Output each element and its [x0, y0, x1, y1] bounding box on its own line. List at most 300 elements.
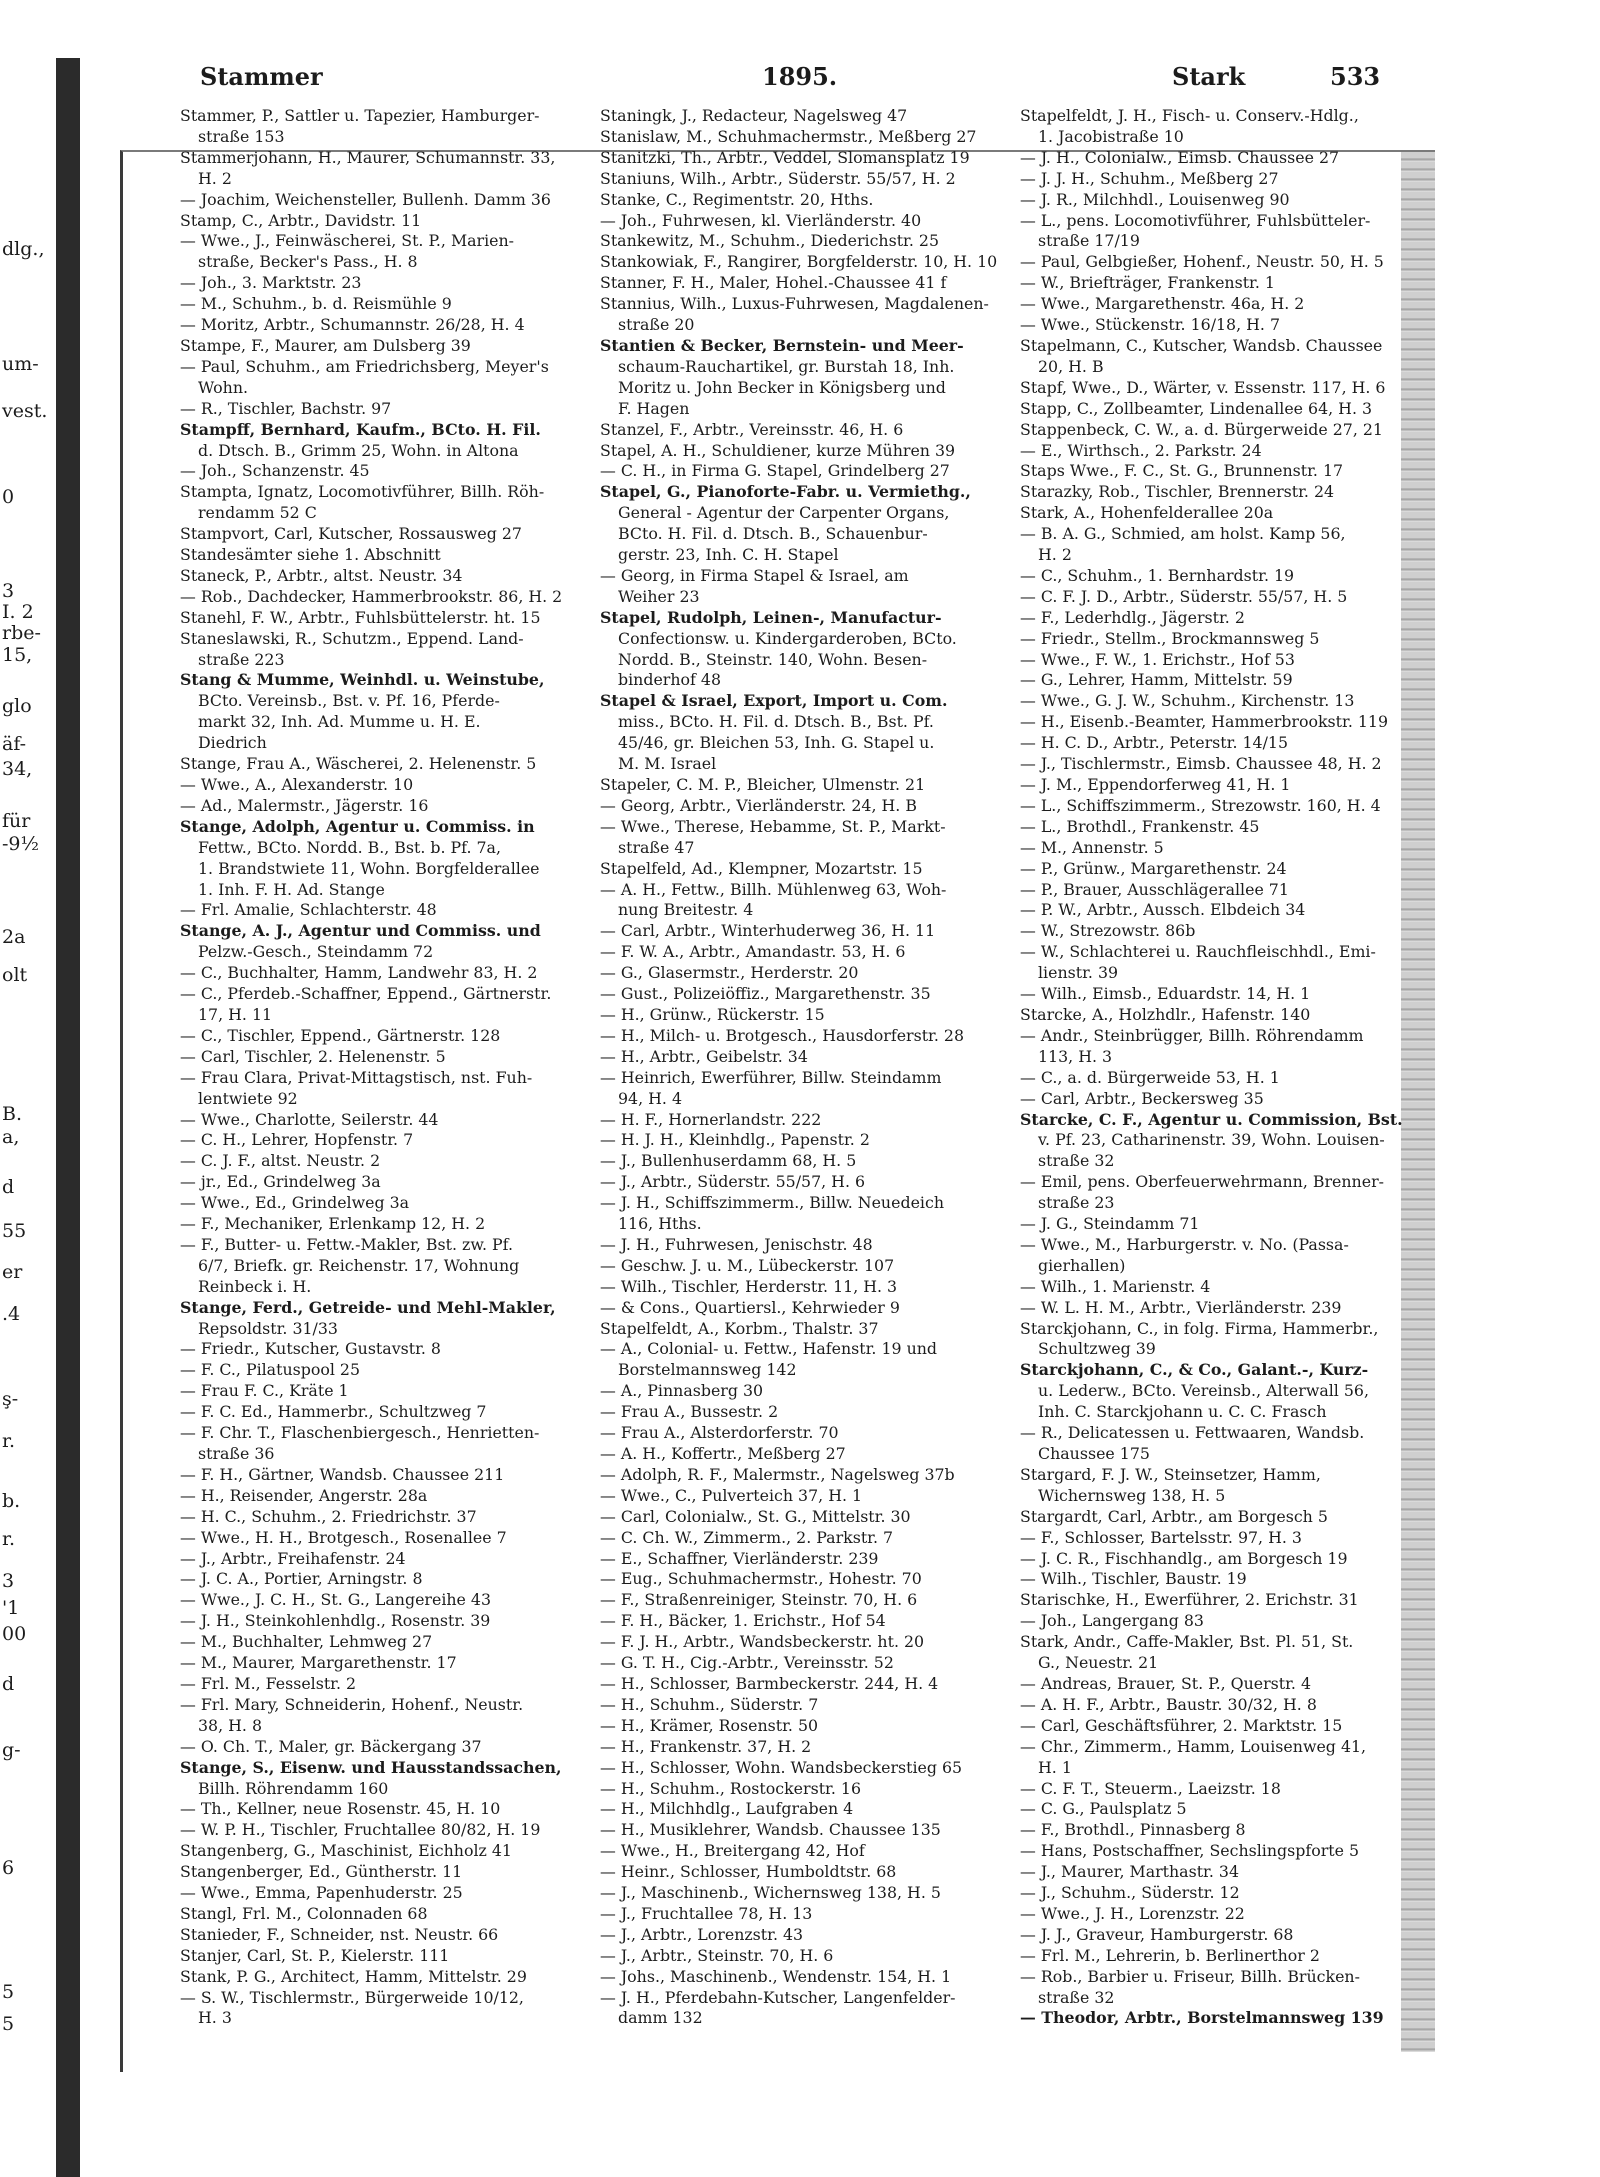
directory-entry: — Chr., Zimmerm., Hamm, Louisenweg 41,	[1020, 1736, 1367, 1756]
prev-page-fragment: B.	[2, 1103, 23, 1125]
directory-entry: — F., Butter- u. Fettw.-Makler, Bst. zw. Pf.	[180, 1234, 513, 1254]
directory-entry: — Emil, pens. Oberfeuerwehrmann, Brenner-	[1020, 1172, 1384, 1192]
directory-entry: Stampff, Bernhard, Kaufm., BCto. H. Fil.	[180, 419, 541, 439]
directory-entry: — Frau A., Bussestr. 2	[600, 1402, 779, 1422]
directory-entry: — Frau F. C., Kräte 1	[180, 1381, 349, 1401]
directory-entry: — H. J. H., Kleinhdlg., Papenstr. 2	[600, 1130, 870, 1150]
directory-entry: — C. H., Lehrer, Hopfenstr. 7	[180, 1130, 414, 1150]
directory-entry: — J., Fruchtallee 78, H. 13	[600, 1903, 813, 1923]
directory-entry: Starazky, Rob., Tischler, Brennerstr. 24	[1020, 482, 1335, 502]
prev-page-fragment: um-	[2, 353, 39, 375]
directory-entry: lienstr. 39	[1038, 963, 1119, 983]
directory-entry: — E., Schaffner, Vierländerstr. 239	[600, 1548, 879, 1568]
directory-entry: — J., Tischlermstr., Eimsb. Chaussee 48, H. 2	[1020, 754, 1382, 774]
directory-entry: — Moritz, Arbtr., Schumannstr. 26/28, H. 4	[180, 315, 525, 335]
directory-entry: H. 3	[198, 2008, 232, 2028]
directory-entry: 45/46, gr. Bleichen 53, Inh. G. Stapel u.	[618, 733, 935, 753]
directory-entry: — G., Lehrer, Hamm, Mittelstr. 59	[1020, 670, 1293, 690]
directory-entry: — Gust., Polizeiöffiz., Margarethenstr. 35	[600, 984, 931, 1004]
directory-entry: 6/7, Briefk. gr. Reichenstr. 17, Wohnung	[198, 1255, 520, 1275]
directory-entry: — F. Chr. T., Flaschenbiergesch., Henrietten-	[180, 1423, 540, 1443]
directory-entry: — F. H., Gärtner, Wandsb. Chaussee 211	[180, 1464, 505, 1484]
prev-page-fragment: glo	[2, 695, 32, 717]
directory-entry: — Carl, Arbtr., Winterhuderweg 36, H. 11	[600, 921, 936, 941]
directory-entry: — J. H., Pferdebahn-Kutscher, Langenfelder-	[600, 1987, 956, 2007]
directory-entry: Confectionsw. u. Kindergarderoben, BCto.	[618, 628, 957, 648]
directory-entry: Stammerjohann, H., Maurer, Schumannstr. 33,	[180, 147, 556, 167]
directory-entry: Staniuns, Wilh., Arbtr., Süderstr. 55/57, H. 2	[600, 168, 956, 188]
directory-entry: — W., Briefträger, Frankenstr. 1	[1020, 273, 1275, 293]
directory-entry: — J. H., Schiffszimmerm., Billw. Neuedeich	[600, 1193, 944, 1213]
directory-entry: — O. Ch. T., Maler, gr. Bäckergang 37	[180, 1736, 482, 1756]
prev-page-fragment: b.	[2, 1490, 21, 1512]
directory-entry: — Rob., Dachdecker, Hammerbrookstr. 86, H. 2	[180, 586, 563, 606]
directory-entry: Stapel, G., Pianoforte-Fabr. u. Vermiethg.,	[600, 482, 971, 502]
directory-entry: — C., Tischler, Eppend., Gärtnerstr. 128	[180, 1025, 501, 1045]
directory-entry: — H., Schlosser, Wohn. Wandsbeckerstieg 65	[600, 1757, 963, 1777]
directory-entry: — Carl, Colonialw., St. G., Mittelstr. 30	[600, 1506, 911, 1526]
directory-entry: 116, Hths.	[618, 1214, 702, 1234]
directory-entry: — L., Schiffszimmerm., Strezowstr. 160, H. 4	[1020, 795, 1381, 815]
directory-entry: — J. H., Colonialw., Eimsb. Chaussee 27	[1020, 147, 1340, 167]
directory-entry: — C. F. J. D., Arbtr., Süderstr. 55/57, H. 5	[1020, 586, 1348, 606]
directory-entry: — Friedr., Kutscher, Gustavstr. 8	[180, 1339, 441, 1359]
prev-page-fragment: d	[2, 1176, 15, 1198]
directory-entry: — Wwe., J., Feinwäscherei, St. P., Marien-	[180, 231, 515, 251]
directory-entry: — J., Maurer, Marthastr. 34	[1020, 1862, 1240, 1882]
prev-page-fragment: vest.	[2, 400, 48, 422]
directory-entry: Stangenberg, G., Maschinist, Eichholz 41	[180, 1841, 512, 1861]
directory-entry: — C. G., Paulsplatz 5	[1020, 1799, 1187, 1819]
book-gutter	[56, 58, 80, 2177]
directory-entry: Billh. Röhrendamm 160	[198, 1778, 389, 1798]
directory-entry: — Hans, Postschaffner, Sechslingspforte 5	[1020, 1841, 1360, 1861]
directory-entry: Wohn.	[198, 377, 249, 397]
directory-entry: Stange, Ferd., Getreide- und Mehl-Makler,	[180, 1297, 556, 1317]
directory-entry: Stantien & Becker, Bernstein- und Meer-	[600, 335, 964, 355]
directory-entry: — H., Milchhdlg., Laufgraben 4	[600, 1799, 854, 1819]
directory-entry: — H., Grünw., Rückerstr. 15	[600, 1004, 825, 1024]
directory-entry: — Wwe., Charlotte, Seilerstr. 44	[180, 1109, 439, 1129]
directory-entry: Starcke, A., Holzhdlr., Hafenstr. 140	[1020, 1004, 1311, 1024]
directory-entry: — Joh., 3. Marktstr. 23	[180, 273, 362, 293]
directory-entry: — C. Ch. W., Zimmerm., 2. Parkstr. 7	[600, 1527, 894, 1547]
directory-entry: — Wwe., J. C. H., St. G., Langereihe 43	[180, 1590, 492, 1610]
directory-entry: — C. H., in Firma G. Stapel, Grindelberg 27	[600, 461, 950, 481]
directory-entry: Stapeler, C. M. P., Bleicher, Ulmenstr. 21	[600, 775, 926, 794]
directory-entry: — F., Straßenreiniger, Steinstr. 70, H. 6	[600, 1590, 918, 1610]
directory-entry: Stark, Andr., Caffe-Makler, Bst. Pl. 51, St.	[1020, 1632, 1354, 1652]
directory-entry: — J. C. R., Fischhandlg., am Borgesch 19	[1020, 1548, 1348, 1568]
directory-entry: straße 32	[1038, 1151, 1115, 1171]
directory-entry: 17, H. 11	[198, 1004, 273, 1024]
directory-entry: — F. H., Bäcker, 1. Erichstr., Hof 54	[600, 1611, 886, 1631]
directory-entry: Stampe, F., Maurer, am Dulsberg 39	[180, 335, 471, 355]
prev-page-fragment: .4	[2, 1303, 21, 1325]
directory-entry: — M., Maurer, Margarethenstr. 17	[180, 1653, 457, 1673]
directory-entry: Staps Wwe., F. C., St. G., Brunnenstr. 17	[1020, 461, 1344, 481]
directory-entry: Stankowiak, F., Rangirer, Borgfelderstr. 10, H. 10	[600, 252, 998, 272]
directory-entry: — H., Schuhm., Rostockerstr. 16	[600, 1778, 861, 1798]
directory-entry: — C., Pferdeb.-Schaffner, Eppend., Gärtnerstr.	[180, 984, 552, 1004]
directory-entry: Stanitzki, Th., Arbtr., Veddel, Slomansplatz 19	[600, 147, 970, 167]
directory-entry: schaum-Rauchartikel, gr. Burstah 18, Inh.	[618, 356, 955, 376]
directory-entry: — Eug., Schuhmachermstr., Hohestr. 70	[600, 1569, 922, 1589]
directory-entry: — L., pens. Locomotivführer, Fuhlsbütteler-	[1020, 210, 1371, 230]
directory-entry: straße 36	[198, 1444, 275, 1463]
directory-entry: Starckjohann, C., & Co., Galant.-, Kurz-	[1020, 1360, 1369, 1380]
directory-entry: — Ad., Malermstr., Jägerstr. 16	[180, 795, 429, 815]
directory-entry: Stapelfeldt, J. H., Fisch- u. Conserv.-Hdlg.,	[1020, 106, 1359, 125]
directory-entry: rendamm 52 C	[198, 503, 317, 523]
directory-entry: Stangenberger, Ed., Güntherstr. 11	[180, 1862, 463, 1882]
prev-page-fragment: 00	[2, 1623, 27, 1645]
directory-entry: Stapelfeld, Ad., Klempner, Mozartstr. 15	[600, 858, 923, 878]
directory-entry: Staneck, P., Arbtr., altst. Neustr. 34	[180, 565, 463, 585]
directory-entry: — M., Annenstr. 5	[1020, 837, 1164, 857]
prev-page-fragment: 3	[2, 1570, 15, 1592]
directory-entry: Starckjohann, C., in folg. Firma, Hammerbr.,	[1020, 1318, 1379, 1338]
directory-entry: — J., Maschinenb., Wichernsweg 138, H. 5	[600, 1883, 941, 1903]
directory-entry: M. M. Israel	[618, 754, 717, 774]
directory-entry: — H., Reisender, Angerstr. 28a	[180, 1485, 428, 1505]
directory-entry: F. Hagen	[618, 398, 690, 418]
directory-entry: 1. Jacobistraße 10	[1038, 126, 1184, 146]
directory-entry: — H., Arbtr., Geibelstr. 34	[600, 1046, 808, 1066]
directory-column-2	[600, 106, 1000, 2029]
prev-page-fragment: für	[2, 810, 31, 832]
directory-entry: Stange, Adolph, Agentur u. Commiss. in	[180, 816, 535, 836]
directory-entry: Stanehl, F. W., Arbtr., Fuhlsbüttelerstr. ht. 15	[180, 607, 541, 627]
directory-entry: — A., Colonial- u. Fettw., Hafenstr. 19 und	[600, 1339, 938, 1359]
directory-entry: markt 32, Inh. Ad. Mumme u. H. E.	[198, 712, 481, 732]
directory-entry: — A. H., Fettw., Billh. Mühlenweg 63, Woh-	[600, 879, 947, 899]
directory-entry: — Frl. M., Lehrerin, b. Berlinerthor 2	[1020, 1945, 1320, 1965]
prev-page-fragment: er	[2, 1261, 23, 1283]
directory-entry: H. 1	[1038, 1757, 1072, 1777]
prev-page-fragment: 3	[2, 580, 15, 602]
directory-entry: — J., Arbtr., Freihafenstr. 24	[180, 1548, 406, 1568]
directory-entry: damm 132	[618, 2008, 703, 2028]
directory-entry: — Wwe., Therese, Hebamme, St. P., Markt-	[600, 816, 946, 836]
directory-entry: — Georg, Arbtr., Vierländerstr. 24, H. B	[600, 795, 917, 815]
directory-entry: — H., Krämer, Rosenstr. 50	[600, 1715, 819, 1735]
directory-entry: Stanislaw, M., Schuhmachermstr., Meßberg 27	[600, 126, 977, 146]
directory-entry: straße 32	[1038, 1987, 1115, 2007]
running-head-left: Stammer	[200, 62, 323, 91]
directory-entry: Stammer, P., Sattler u. Tapezier, Hamburger-	[180, 106, 540, 125]
directory-entry: — Carl, Geschäftsführer, 2. Marktstr. 15	[1020, 1715, 1343, 1735]
directory-entry: — Heinrich, Ewerführer, Billw. Steindamm	[600, 1067, 942, 1087]
directory-entry: — W. L. H. M., Arbtr., Vierländerstr. 239	[1020, 1297, 1342, 1317]
directory-entry: straße 23	[1038, 1193, 1115, 1213]
directory-entry: — Adolph, R. F., Malermstr., Nagelsweg 37b	[600, 1464, 955, 1484]
directory-entry: — Carl, Tischler, 2. Helenenstr. 5	[180, 1046, 446, 1066]
directory-entry: — Joh., Schanzenstr. 45	[180, 461, 370, 481]
directory-entry: — Frl. M., Fesselstr. 2	[180, 1673, 357, 1693]
directory-entry: Nordd. B., Steinstr. 140, Wohn. Besen-	[618, 649, 928, 669]
directory-entry: — F. C. Ed., Hammerbr., Schultzweg 7	[180, 1402, 487, 1422]
prev-page-fragment: 15,	[2, 644, 33, 666]
directory-entry: — C. J. F., altst. Neustr. 2	[180, 1151, 381, 1171]
directory-entry: Stangl, Frl. M., Colonnaden 68	[180, 1903, 428, 1923]
directory-entry: Inh. C. Starckjohann u. C. C. Frasch	[1038, 1402, 1327, 1422]
directory-entry: — C., a. d. Bürgerweide 53, H. 1	[1020, 1067, 1280, 1087]
directory-entry: u. Lederw., BCto. Vereinsb., Alterwall 56,	[1038, 1381, 1370, 1401]
directory-entry: — S. W., Tischlermstr., Bürgerweide 10/12,	[180, 1987, 524, 2007]
directory-entry: lentwiete 92	[198, 1088, 298, 1108]
directory-entry: 94, H. 4	[618, 1088, 683, 1108]
directory-entry: — Wwe., Ed., Grindelweg 3a	[180, 1193, 410, 1213]
directory-entry: — Wwe., Stückenstr. 16/18, H. 7	[1020, 315, 1281, 335]
directory-entry: Stapel, A. H., Schuldiener, kurze Mühren 39	[600, 440, 956, 460]
prev-page-fragment: 34,	[2, 758, 33, 780]
directory-entry: Stanieder, F., Schneider, nst. Neustr. 66	[180, 1924, 499, 1944]
directory-entry: straße 47	[618, 837, 695, 857]
directory-entry: — A., Pinnasberg 30	[600, 1381, 764, 1401]
directory-entry: — Wwe., Margarethenstr. 46a, H. 2	[1020, 294, 1305, 314]
directory-entry: — H., Frankenstr. 37, H. 2	[600, 1736, 812, 1756]
directory-entry: — J. J. H., Schuhm., Meßberg 27	[1020, 168, 1279, 188]
directory-entry: Starcke, C. F., Agentur u. Commission, Bst.	[1020, 1109, 1403, 1129]
directory-entry: — H., Musiklehrer, Wandsb. Chaussee 135	[600, 1820, 941, 1840]
directory-entry: Reinbeck i. H.	[198, 1276, 312, 1296]
directory-entry: — Carl, Arbtr., Beckersweg 35	[1020, 1088, 1264, 1108]
directory-entry: Stargard, F. J. W., Steinsetzer, Hamm,	[1020, 1464, 1321, 1484]
directory-entry: Stapel, Rudolph, Leinen-, Manufactur-	[600, 607, 942, 627]
directory-entry: Fettw., BCto. Nordd. B., Bst. b. Pf. 7a,	[198, 837, 501, 857]
directory-entry: — J. R., Milchhdl., Louisenweg 90	[1020, 189, 1290, 209]
directory-entry: — H. C. D., Arbtr., Peterstr. 14/15	[1020, 733, 1289, 753]
prev-page-fragment: g-	[2, 1739, 21, 1761]
directory-entry: Pelzw.-Gesch., Steindamm 72	[198, 942, 434, 962]
directory-entry: — Geschw. J. u. M., Lübeckerstr. 107	[600, 1255, 895, 1275]
prev-page-fragment: d	[2, 1673, 15, 1695]
directory-entry: BCto. H. Fil. d. Dtsch. B., Schauenbur-	[618, 524, 928, 544]
directory-entry: Staningk, J., Redacteur, Nagelsweg 47	[600, 106, 908, 125]
directory-entry: Stankewitz, M., Schuhm., Diederichstr. 25	[600, 231, 940, 251]
prev-page-fragment: r.	[2, 1528, 16, 1550]
directory-entry: — H., Eisenb.-Beamter, Hammerbrookstr. 119	[1020, 712, 1389, 732]
directory-entry: — Frau A., Alsterdorferstr. 70	[600, 1423, 839, 1443]
directory-entry: Stapf, Wwe., D., Wärter, v. Essenstr. 117, H. 6	[1020, 377, 1386, 397]
directory-entry: — Joh., Langergang 83	[1020, 1611, 1204, 1631]
directory-entry: binderhof 48	[618, 670, 722, 690]
directory-entry: — H. C., Schuhm., 2. Friedrichstr. 37	[180, 1506, 477, 1526]
prev-page-fragment: -9½	[2, 833, 39, 855]
directory-entry: — Wilh., Eimsb., Eduardstr. 14, H. 1	[1020, 984, 1311, 1004]
directory-entry: — P., Brauer, Ausschlägerallee 71	[1020, 879, 1289, 899]
directory-entry: — Wwe., G. J. W., Schuhm., Kirchenstr. 13	[1020, 691, 1355, 711]
directory-entry: — M., Schuhm., b. d. Reismühle 9	[180, 294, 452, 314]
directory-entry: — F. W. A., Arbtr., Amandastr. 53, H. 6	[600, 942, 906, 962]
directory-entry: Stanke, C., Regimentstr. 20, Hths.	[600, 189, 874, 209]
directory-entry: — Joachim, Weichensteller, Bullenh. Damm 36	[180, 189, 551, 209]
prev-page-fragment: '1	[2, 1597, 20, 1619]
directory-entry: — A. H., Koffertr., Meßberg 27	[600, 1444, 846, 1463]
directory-entry: — W. P. H., Tischler, Fruchtallee 80/82, H. 19	[180, 1820, 541, 1840]
directory-entry: — Wilh., 1. Marienstr. 4	[1020, 1276, 1211, 1296]
directory-entry: Wichernsweg 138, H. 5	[1038, 1485, 1226, 1505]
directory-entry: Stapelfeldt, A., Korbm., Thalstr. 37	[600, 1318, 879, 1338]
directory-entry: Stamp, C., Arbtr., Davidstr. 11	[180, 210, 422, 230]
directory-entry: Stappenbeck, C. W., a. d. Bürgerweide 27, 21	[1020, 419, 1383, 439]
directory-entry: — Wwe., H. H., Brotgesch., Rosenallee 7	[180, 1527, 507, 1547]
directory-column-3	[1020, 106, 1425, 2029]
prev-page-fragment: 5	[2, 2013, 15, 2035]
prev-page-fragment: 0	[2, 486, 15, 508]
directory-entry: Stampta, Ignatz, Locomotivführer, Billh. Röh-	[180, 482, 545, 502]
directory-entry: General - Agentur der Carpenter Organs,	[618, 503, 950, 523]
directory-column-1	[180, 106, 580, 2029]
directory-entry: — Wwe., Emma, Papenhuderstr. 25	[180, 1883, 463, 1903]
prev-page-fragment: dlg.,	[2, 238, 45, 260]
directory-entry: 38, H. 8	[198, 1715, 263, 1735]
directory-entry: — Rob., Barbier u. Friseur, Billh. Brücken-	[1020, 1966, 1360, 1986]
directory-entry: — Friedr., Stellm., Brockmannsweg 5	[1020, 628, 1320, 648]
directory-entry: — E., Wirthsch., 2. Parkstr. 24	[1020, 440, 1262, 460]
directory-entry: straße 17/19	[1038, 231, 1140, 251]
directory-entry: — F., Lederhdlg., Jägerstr. 2	[1020, 607, 1245, 627]
directory-entry: — L., Brothdl., Frankenstr. 45	[1020, 816, 1260, 836]
directory-entry: straße 20	[618, 315, 695, 335]
directory-entry: — H., Milch- u. Brotgesch., Hausdorferstr. 28	[600, 1025, 965, 1045]
directory-entry: — J. H., Fuhrwesen, Jenischstr. 48	[600, 1234, 873, 1254]
directory-entry: — Theodor, Arbtr., Borstelmannsweg 139	[1020, 2008, 1384, 2028]
directory-entry: — Wwe., M., Harburgerstr. v. No. (Passa-	[1020, 1234, 1349, 1254]
directory-entry: — Joh., Fuhrwesen, kl. Vierländerstr. 40	[600, 210, 922, 230]
directory-entry: gierhallen)	[1038, 1255, 1126, 1275]
directory-entry: — H., Schlosser, Barmbeckerstr. 244, H. 4	[600, 1673, 939, 1693]
directory-entry: Staneslawski, R., Schutzm., Eppend. Land-	[180, 628, 524, 648]
directory-entry: Stargardt, Carl, Arbtr., am Borgesch 5	[1020, 1506, 1328, 1526]
directory-entry: — Paul, Gelbgießer, Hohenf., Neustr. 50, H. 5	[1020, 252, 1384, 272]
directory-entry: — Andr., Steinbrügger, Billh. Röhrendamm	[1020, 1025, 1364, 1045]
directory-entry: Stanner, F. H., Maler, Hohel.-Chaussee 41 f	[600, 273, 947, 293]
directory-entry: — Th., Kellner, neue Rosenstr. 45, H. 10	[180, 1799, 501, 1819]
directory-entry: — W., Strezowstr. 86b	[1020, 921, 1196, 941]
directory-entry: — P., Grünw., Margarethenstr. 24	[1020, 858, 1287, 878]
directory-entry: Stank, P. G., Architect, Hamm, Mittelstr. 29	[180, 1966, 527, 1986]
directory-entry: — F., Schlosser, Bartelsstr. 97, H. 3	[1020, 1527, 1302, 1547]
directory-entry: — jr., Ed., Grindelweg 3a	[180, 1172, 381, 1192]
directory-entry: Stark, A., Hohenfelderallee 20a	[1020, 503, 1274, 523]
directory-entry: — Wwe., H., Breitergang 42, Hof	[600, 1841, 865, 1861]
directory-entry: H. 2	[1038, 545, 1072, 565]
directory-entry: straße 223	[198, 649, 285, 669]
directory-entry: d. Dtsch. B., Grimm 25, Wohn. in Altona	[198, 440, 519, 460]
directory-entry: Stampvort, Carl, Kutscher, Rossausweg 27	[180, 524, 522, 544]
directory-entry: — F. C., Pilatuspool 25	[180, 1360, 361, 1380]
directory-entry: Stanjer, Carl, St. P., Kielerstr. 111	[180, 1945, 450, 1965]
directory-entry: Schultzweg 39	[1038, 1339, 1156, 1359]
directory-entry: — C., Buchhalter, Hamm, Landwehr 83, H. 2	[180, 963, 538, 983]
directory-entry: — M., Buchhalter, Lehmweg 27	[180, 1632, 433, 1652]
directory-entry: Stannius, Wilh., Luxus-Fuhrwesen, Magdalenen-	[600, 294, 989, 314]
prev-page-fragment: äf-	[2, 733, 27, 755]
directory-entry: v. Pf. 23, Catharinenstr. 39, Wohn. Louisen-	[1038, 1130, 1385, 1150]
directory-entry: — R., Tischler, Bachstr. 97	[180, 398, 392, 418]
directory-entry: G., Neuestr. 21	[1038, 1653, 1159, 1673]
directory-entry: — Wwe., C., Pulverteich 37, H. 1	[600, 1485, 863, 1505]
previous-page-edge	[0, 130, 56, 2080]
directory-entry: — H., Schuhm., Süderstr. 7	[600, 1694, 819, 1714]
prev-page-fragment: a,	[2, 1126, 20, 1148]
prev-page-fragment: ş-	[2, 1388, 19, 1410]
directory-entry: — J., Arbtr., Steinstr. 70, H. 6	[600, 1945, 834, 1965]
running-head-right: Stark	[1172, 62, 1246, 91]
directory-entry: — Wwe., J. H., Lorenzstr. 22	[1020, 1903, 1245, 1923]
prev-page-fragment: rbe-	[2, 622, 41, 644]
directory-entry: BCto. Vereinsb., Bst. v. Pf. 16, Pferde-	[198, 691, 500, 711]
directory-entry: Repsoldstr. 31/33	[198, 1318, 338, 1338]
prev-page-fragment: 6	[2, 1857, 15, 1879]
prev-page-fragment: 2a	[2, 926, 26, 948]
directory-entry: — Frl. Mary, Schneiderin, Hohenf., Neustr.	[180, 1694, 524, 1714]
directory-entry: — F., Mechaniker, Erlenkamp 12, H. 2	[180, 1214, 486, 1234]
directory-entry: 1. Brandstwiete 11, Wohn. Borgfelderallee	[198, 858, 540, 878]
directory-entry: — W., Schlachterei u. Rauchfleischhdl., Emi-	[1020, 942, 1376, 962]
directory-entry: — J. J., Graveur, Hamburgerstr. 68	[1020, 1924, 1294, 1944]
directory-entry: Stange, A. J., Agentur und Commiss. und	[180, 921, 541, 941]
directory-entry: Chaussee 175	[1038, 1444, 1150, 1463]
prev-page-fragment: 5	[2, 1981, 15, 2003]
directory-entry: — J., Arbtr., Süderstr. 55/57, H. 6	[600, 1172, 866, 1192]
directory-entry: — J., Arbtr., Lorenzstr. 43	[600, 1924, 804, 1944]
directory-entry: straße 153	[198, 126, 285, 146]
directory-entry: Stange, S., Eisenw. und Hausstandssachen,	[180, 1757, 562, 1777]
page-number: 533	[1330, 62, 1381, 91]
directory-entry: — G., Glasermstr., Herderstr. 20	[600, 963, 859, 983]
directory-entry: — F. J. H., Arbtr., Wandsbeckerstr. ht. 20	[600, 1632, 925, 1652]
directory-entry: — J. H., Steinkohlenhdlg., Rosenstr. 39	[180, 1611, 491, 1631]
directory-entry: Standesämter siehe 1. Abschnitt	[180, 545, 441, 565]
prev-page-fragment: olt	[2, 964, 28, 986]
directory-entry: — Paul, Schuhm., am Friedrichsberg, Meyer's	[180, 356, 549, 376]
directory-entry: — Frau Clara, Privat-Mittagstisch, nst. Fuh-	[180, 1067, 533, 1087]
directory-entry: — J., Bullenhuserdamm 68, H. 5	[600, 1151, 857, 1171]
directory-entry: Weiher 23	[618, 586, 700, 606]
prev-page-fragment: I. 2	[2, 601, 34, 623]
directory-entry: — J., Schuhm., Süderstr. 12	[1020, 1883, 1240, 1903]
directory-entry: Stapel & Israel, Export, Import u. Com.	[600, 691, 948, 711]
directory-entry: gerstr. 23, Inh. C. H. Stapel	[618, 545, 839, 565]
directory-entry: miss., BCto. H. Fil. d. Dtsch. B., Bst. Pf.	[618, 712, 934, 732]
directory-entry: — C. F. T., Steuerm., Laeizstr. 18	[1020, 1778, 1281, 1798]
directory-entry: — A. H. F., Arbtr., Baustr. 30/32, H. 8	[1020, 1694, 1317, 1714]
directory-entry: — Johs., Maschinenb., Wendenstr. 154, H. 1	[600, 1966, 952, 1986]
directory-entry: — B. A. G., Schmied, am holst. Kamp 56,	[1020, 524, 1346, 544]
directory-entry: 113, H. 3	[1038, 1046, 1113, 1066]
directory-entry: — J. C. A., Portier, Arningstr. 8	[180, 1569, 423, 1589]
directory-entry: — Wilh., Tischler, Baustr. 19	[1020, 1569, 1247, 1589]
directory-entry: — J. M., Eppendorferweg 41, H. 1	[1020, 775, 1291, 794]
directory-entry: — Georg, in Firma Stapel & Israel, am	[600, 565, 909, 585]
directory-entry: Borstelmannsweg 142	[618, 1360, 797, 1380]
directory-entry: — P. W., Arbtr., Aussch. Elbdeich 34	[1020, 900, 1306, 920]
directory-entry: — Wwe., F. W., 1. Erichstr., Hof 53	[1020, 649, 1295, 669]
prev-page-fragment: 55	[2, 1220, 27, 1242]
directory-entry: — Andreas, Brauer, St. P., Querstr. 4	[1020, 1673, 1312, 1693]
directory-entry: — H. F., Hornerlandstr. 222	[600, 1109, 822, 1129]
directory-entry: 1. Inh. F. H. Ad. Stange	[198, 879, 385, 899]
directory-entry: — Frl. Amalie, Schlachterstr. 48	[180, 900, 437, 920]
directory-entry: — C., Schuhm., 1. Bernhardstr. 19	[1020, 565, 1295, 585]
directory-entry: — R., Delicatessen u. Fettwaaren, Wandsb.	[1020, 1423, 1365, 1443]
directory-entry: — G. T. H., Cig.-Arbtr., Vereinsstr. 52	[600, 1653, 894, 1673]
directory-entry: Diedrich	[198, 733, 267, 753]
directory-entry: — Wwe., A., Alexanderstr. 10	[180, 775, 414, 794]
